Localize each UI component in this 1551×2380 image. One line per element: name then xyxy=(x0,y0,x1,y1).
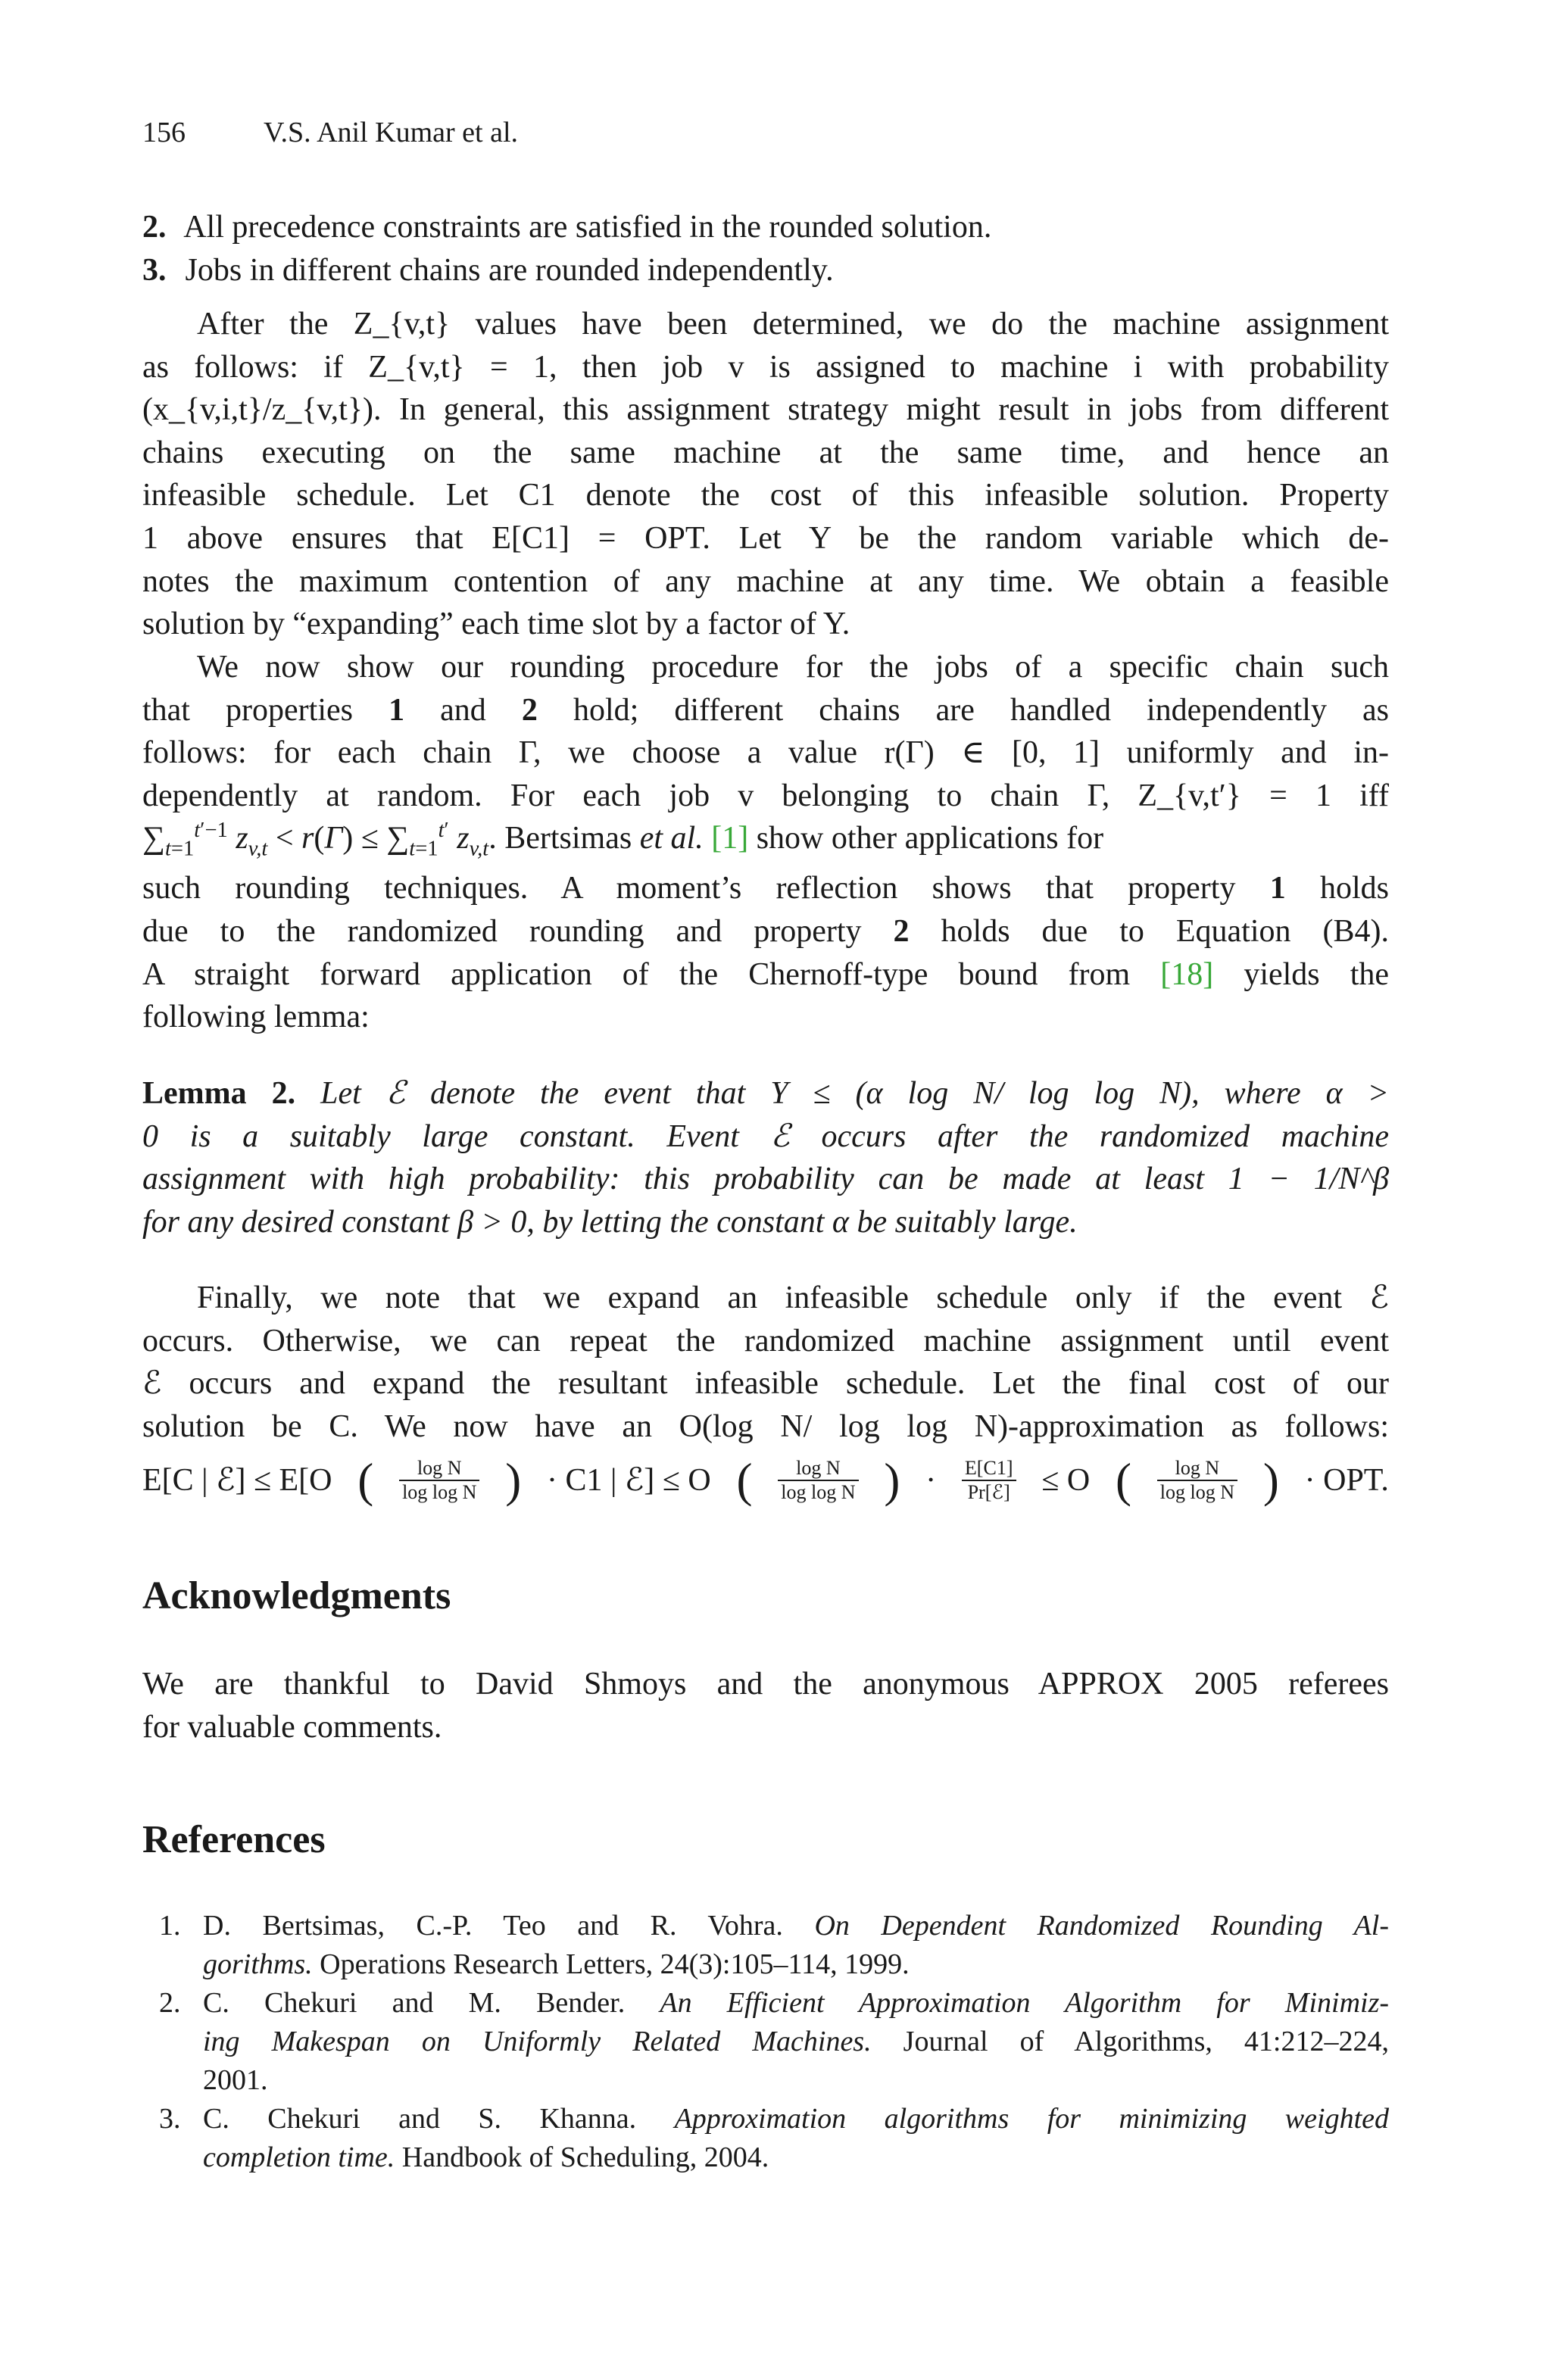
section-heading-acknowledgments: Acknowledgments xyxy=(142,1574,451,1617)
running-header xyxy=(142,114,518,151)
text-line: dependently at random. For each job v belonging to chain Γ, Z_{v,t′} = 1 iff xyxy=(142,778,1389,813)
text-line: chains executing on the same machine at the same time, and hence an xyxy=(142,435,1389,470)
text-line: (x_{v,i,t}/z_{v,t}). In general, this assignment strategy might result in jobs from different xyxy=(142,392,1389,428)
reference-item: 2. C. Chekuri and M. Bender. An Efficient Approximation Algorithm for Minimiz- ing Makespan on Uniformly Related Machines. Journal of Algorithms, 41:212–224, 2001. xyxy=(159,1987,1390,2096)
paragraph-rounding-procedure xyxy=(142,646,1389,1039)
property-list xyxy=(142,206,1389,292)
text-line: Finally, we note that we expand an infeasible schedule only if the event ℰ xyxy=(197,1280,1389,1315)
text-line: follows: for each chain Γ, we choose a value r(Γ) ∈ [0, 1] uniformly and in- xyxy=(142,735,1389,771)
text-line: 0 is a suitably large constant. Event ℰ occurs after the randomized machine xyxy=(142,1118,1389,1154)
text-line: Lemma 2. Let ℰ denote the event that Y ≤ (α log N/ log log N), where α > xyxy=(142,1076,1390,1111)
text-line: assignment with high probability: this probability can be made at least 1 − 1/N^β xyxy=(142,1162,1389,1197)
fraction: $\frac{\text{log N}}{\text{log log N}}$ xyxy=(778,1457,858,1504)
text-line: notes the maximum contention of any machine at any time. We obtain a feasible xyxy=(142,563,1389,599)
reference-list xyxy=(142,1907,1389,2177)
text-line: infeasible schedule. Let C1 denote the cost of this infeasible solution. Property xyxy=(142,478,1389,513)
paragraph-machine-assignment xyxy=(142,303,1389,646)
fraction: $\frac{\text{log N}}{\text{log log N}}$ xyxy=(399,1457,479,1504)
text-line: We are thankful to David Shmoys and the anonymous APPROX 2005 referees xyxy=(142,1667,1389,1702)
lemma-label: Lemma 2. xyxy=(142,1076,296,1111)
text-line: due to the randomized rounding and property 2 holds due to Equation (B4). xyxy=(142,913,1390,949)
text-line: After the Z_{v,t} values have been determined, we do the machine assignment xyxy=(197,307,1389,342)
property-item: 3. Jobs in different chains are rounded independently. xyxy=(142,252,834,288)
acknowledgments-text xyxy=(142,1663,1389,1748)
paragraph-approximation xyxy=(142,1277,1389,1448)
text-line: that properties 1 and 2 hold; different chains are handled independently as xyxy=(142,692,1390,728)
citation-link[interactable]: [1] xyxy=(711,821,749,856)
text-line: 1 above ensures that E[C1] = OPT. Let Y be the random variable which de- xyxy=(142,520,1389,556)
text-line: for any desired constant β > 0, by letting the constant α be suitably large. xyxy=(142,1204,1078,1240)
text-line: A straight forward application of the Chernoff-type bound from [18] yields the xyxy=(142,956,1390,992)
fraction: $\frac{E[C1]}{\text{Pr[ℰ]}}$ xyxy=(962,1457,1016,1504)
lemma-2 xyxy=(142,1072,1389,1243)
reference-item: 1. D. Bertsimas, C.-P. Teo and R. Vohra. On Dependent Randomized Rounding Al- gorithms. Operations Research Letters, 24(3):105–114, 1999. xyxy=(159,1910,1389,1980)
text-line: such rounding techniques. A moment’s reflection shows that property 1 holds xyxy=(142,871,1390,906)
text-line: for valuable comments. xyxy=(142,1709,442,1745)
text-line: $\sum_{t=1}^{t'-1}$ $z_{v,t} < r(\Gamma) \le \sum_{t=1}^{t'}$ $z_{v,t}$. Bertsimas et al. [1] show other applications for xyxy=(142,819,1104,861)
fraction: $\frac{\text{log N}}{\text{log log N}}$ xyxy=(1157,1457,1237,1504)
text-line: ℰ occurs and expand the resultant infeasible schedule. Let the final cost of our xyxy=(142,1366,1389,1402)
reference-item: 3. C. Chekuri and S. Khanna. Approximation algorithms for minimizing weighted completion time. Handbook of Scheduling, 2004. xyxy=(159,2103,1390,2173)
citation-link[interactable]: [18] xyxy=(1160,956,1214,992)
approximation-equation: E[C | ℰ] ≤ E[O ( $\frac{\text{log N}}{\text{log log N}}$ ) · C1 | ℰ] ≤ O ( $\frac{\text{log N}}{\text{log log N}}$ ) · $\frac{E[C1]}{\text{Pr[ℰ]}}$ ≤ O ( $\frac{\text{log N}}{\text{log log N}}$ ) · OPT. xyxy=(142,1453,1389,1507)
text-line: solution by “expanding” each time slot by a factor of Y. xyxy=(142,607,850,642)
section-heading-references: References xyxy=(142,1818,326,1861)
running-authors: V.S. Anil Kumar et al. xyxy=(264,117,519,148)
text-line: We now show our rounding procedure for the jobs of a specific chain such xyxy=(197,650,1389,685)
text-line: following lemma: xyxy=(142,1000,370,1035)
text-line: occurs. Otherwise, we can repeat the randomized machine assignment until event xyxy=(142,1323,1389,1358)
summation-expression: $\sum_{t=1}^{t'-1}$ $z_{v,t} < r(\Gamma) \le \sum_{t=1}^{t'}$ $z_{v,t}$ xyxy=(142,819,489,861)
text-line: as follows: if Z_{v,t} = 1, then job v is assigned to machine i with probability xyxy=(142,349,1389,385)
property-item: 2. All precedence constraints are satisfied in the rounded solution. xyxy=(142,210,992,245)
page-number: 156 xyxy=(142,117,186,148)
text-line: solution be C. We now have an O(log N/ log log N)-approximation as follows: xyxy=(142,1408,1389,1444)
